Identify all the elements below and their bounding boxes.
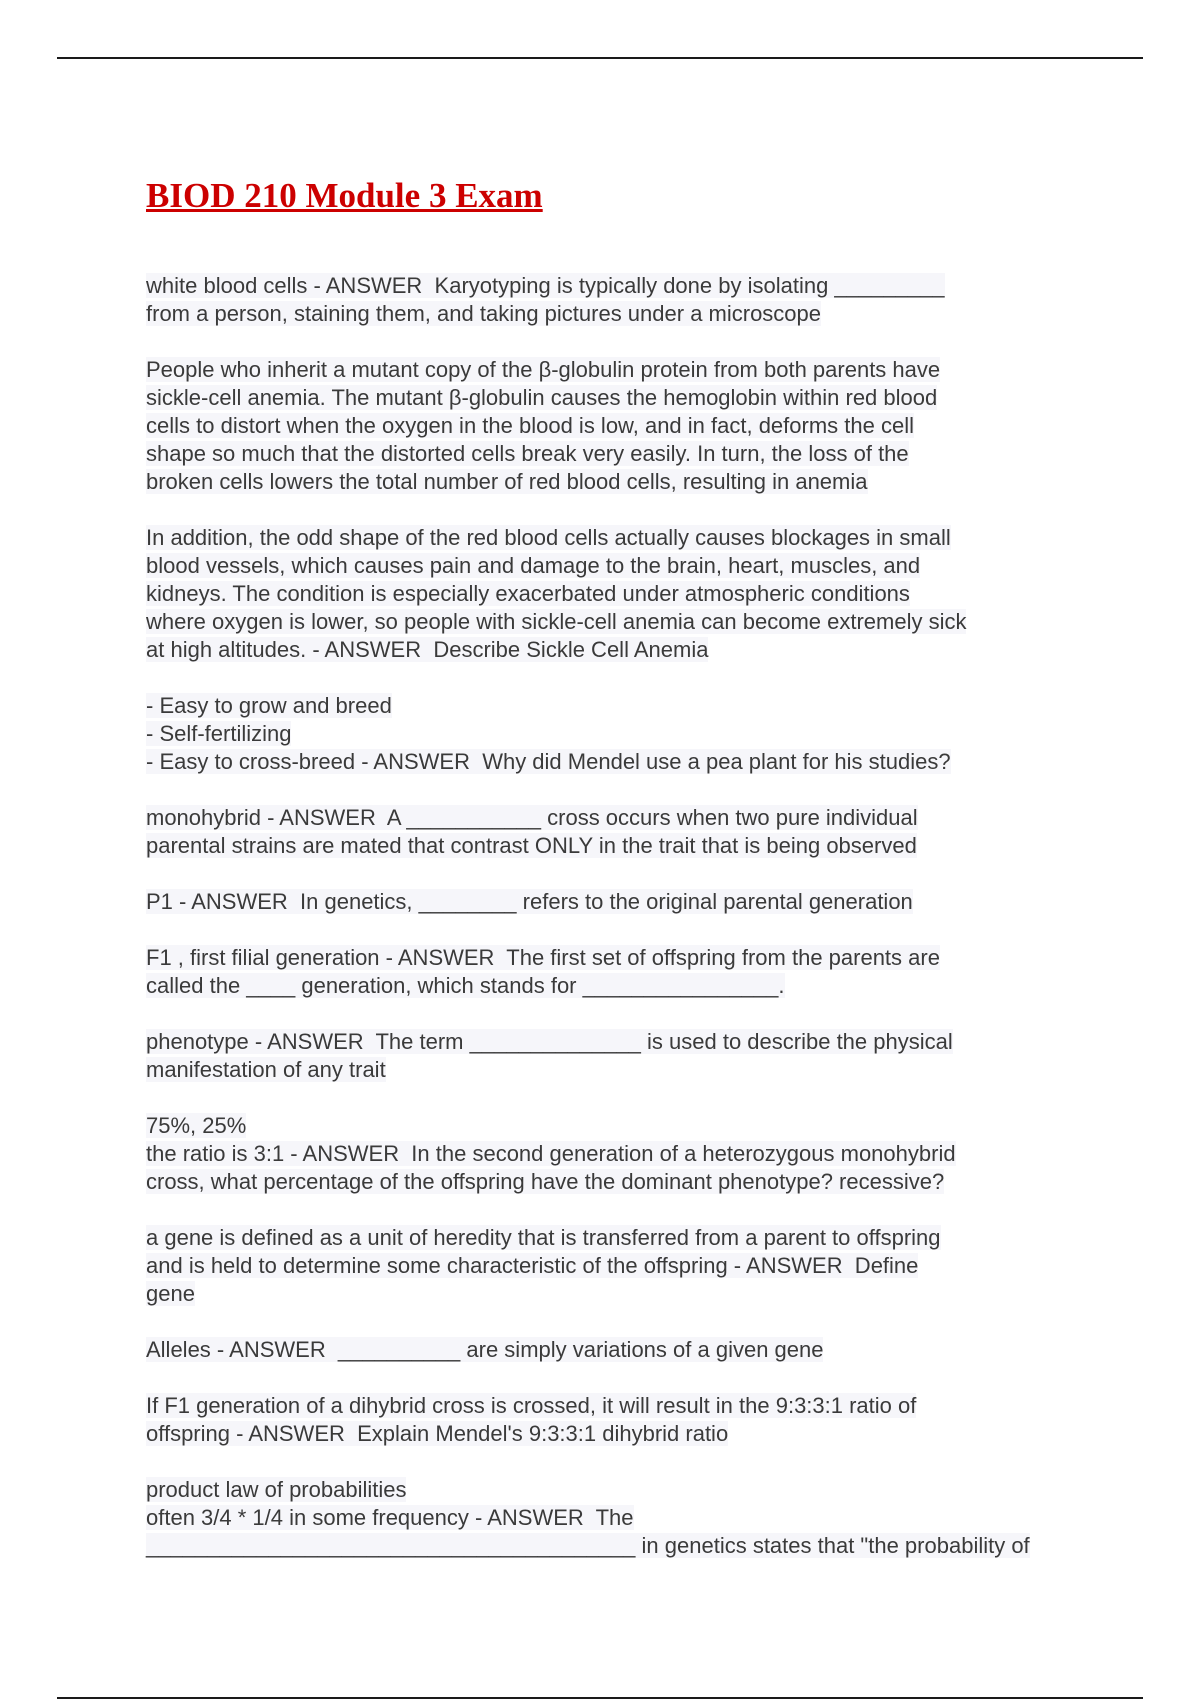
qa-list <box>146 272 1066 1560</box>
qa-line-text: from a person, staining them, and taking pictures under a microscope <box>146 301 822 326</box>
qa-line-text: and is held to determine some characteristic of the offspring - ANSWER Define <box>146 1253 919 1278</box>
qa-line <box>146 1392 1066 1420</box>
qa-entry <box>146 692 1066 776</box>
qa-line-text: the ratio is 3:1 - ANSWER In the second generation of a heterozygous monohybrid <box>146 1141 956 1166</box>
qa-line-text: called the ____ generation, which stands for ________________. <box>146 973 785 998</box>
qa-line-text: at high altitudes. - ANSWER Describe Sickle Cell Anemia <box>146 637 709 662</box>
qa-line <box>146 1280 1066 1308</box>
qa-line-text: If F1 generation of a dihybrid cross is crossed, it will result in the 9:3:3:1 ratio of <box>146 1393 917 1418</box>
qa-line-text: In addition, the odd shape of the red blood cells actually causes blockages in small <box>146 525 951 550</box>
qa-line <box>146 580 1066 608</box>
qa-line <box>146 1420 1066 1448</box>
qa-line <box>146 1252 1066 1280</box>
qa-line-text: - Easy to grow and breed <box>146 693 392 718</box>
qa-line <box>146 1112 1066 1140</box>
bottom-rule <box>57 1697 1143 1699</box>
qa-line-text: P1 - ANSWER In genetics, ________ refers to the original parental generation <box>146 889 913 914</box>
document-body <box>146 172 1066 1588</box>
qa-line-text: cells to distort when the oxygen in the blood is low, and in fact, deforms the cell <box>146 413 914 438</box>
qa-line <box>146 636 1066 664</box>
qa-line-text: 75%, 25% <box>146 1113 247 1138</box>
qa-entry <box>146 1224 1066 1308</box>
document-title: BIOD 210 Module 3 Exam <box>146 176 543 215</box>
qa-line <box>146 356 1066 384</box>
qa-entry <box>146 1112 1066 1196</box>
qa-line-text: Alleles - ANSWER __________ are simply variations of a given gene <box>146 1337 824 1362</box>
qa-line <box>146 412 1066 440</box>
qa-line-text: ________________________________________ in genetics states that "the probability of <box>146 1533 1030 1558</box>
qa-line-text: offspring - ANSWER Explain Mendel's 9:3:3:1 dihybrid ratio <box>146 1421 729 1446</box>
qa-line <box>146 272 1066 300</box>
qa-line <box>146 1336 1066 1364</box>
qa-line-text: manifestation of any trait <box>146 1057 386 1082</box>
qa-line-text: white blood cells - ANSWER Karyotyping is typically done by isolating _________ <box>146 273 945 298</box>
qa-line <box>146 804 1066 832</box>
qa-line-text: shape so much that the distorted cells break very easily. In turn, the loss of the <box>146 441 909 466</box>
qa-line <box>146 944 1066 972</box>
qa-line <box>146 1476 1066 1504</box>
qa-entry <box>146 1476 1066 1560</box>
qa-entry <box>146 944 1066 1000</box>
qa-line <box>146 1532 1066 1560</box>
top-rule <box>57 57 1143 59</box>
qa-line <box>146 1056 1066 1084</box>
qa-line-text: - Easy to cross-breed - ANSWER Why did Mendel use a pea plant for his studies? <box>146 749 951 774</box>
qa-line <box>146 524 1066 552</box>
qa-line-text: phenotype - ANSWER The term ______________ is used to describe the physical <box>146 1029 953 1054</box>
qa-line <box>146 1504 1066 1532</box>
qa-line <box>146 720 1066 748</box>
qa-line-text: parental strains are mated that contrast ONLY in the trait that is being observed <box>146 833 917 858</box>
qa-line <box>146 1224 1066 1252</box>
qa-line-text: gene <box>146 1281 195 1306</box>
qa-line-text: blood vessels, which causes pain and damage to the brain, heart, muscles, and <box>146 553 921 578</box>
qa-line-text: - Self-fertilizing <box>146 721 292 746</box>
qa-line-text: People who inherit a mutant copy of the β-globulin protein from both parents have <box>146 357 941 382</box>
qa-line-text: where oxygen is lower, so people with sickle-cell anemia can become extremely sick <box>146 609 967 634</box>
qa-line <box>146 608 1066 636</box>
qa-entry <box>146 1392 1066 1448</box>
qa-line-text: cross, what percentage of the offspring have the dominant phenotype? recessive? <box>146 1169 945 1194</box>
qa-line <box>146 888 1066 916</box>
qa-line <box>146 1168 1066 1196</box>
qa-line <box>146 300 1066 328</box>
qa-line-text: product law of probabilities <box>146 1477 407 1502</box>
qa-entry <box>146 272 1066 328</box>
qa-line <box>146 972 1066 1000</box>
qa-line-text: often 3/4 * 1/4 in some frequency - ANSWER The <box>146 1505 634 1530</box>
qa-line <box>146 748 1066 776</box>
qa-entry <box>146 888 1066 916</box>
qa-entry <box>146 356 1066 496</box>
qa-line-text: sickle-cell anemia. The mutant β-globulin causes the hemoglobin within red blood <box>146 385 938 410</box>
qa-line-text: monohybrid - ANSWER A ___________ cross occurs when two pure individual <box>146 805 918 830</box>
qa-entry <box>146 1028 1066 1084</box>
qa-line-text: F1 , first filial generation - ANSWER The first set of offspring from the parents are <box>146 945 940 970</box>
qa-line-text: a gene is defined as a unit of heredity that is transferred from a parent to offspring <box>146 1225 941 1250</box>
qa-line <box>146 552 1066 580</box>
qa-line <box>146 692 1066 720</box>
qa-line <box>146 468 1066 496</box>
qa-entry <box>146 1336 1066 1364</box>
qa-entry <box>146 804 1066 860</box>
qa-line <box>146 832 1066 860</box>
qa-entry <box>146 524 1066 664</box>
qa-line <box>146 1028 1066 1056</box>
qa-line <box>146 1140 1066 1168</box>
qa-line-text: broken cells lowers the total number of red blood cells, resulting in anemia <box>146 469 868 494</box>
qa-line-text: kidneys. The condition is especially exacerbated under atmospheric conditions <box>146 581 910 606</box>
qa-line <box>146 440 1066 468</box>
qa-line <box>146 384 1066 412</box>
